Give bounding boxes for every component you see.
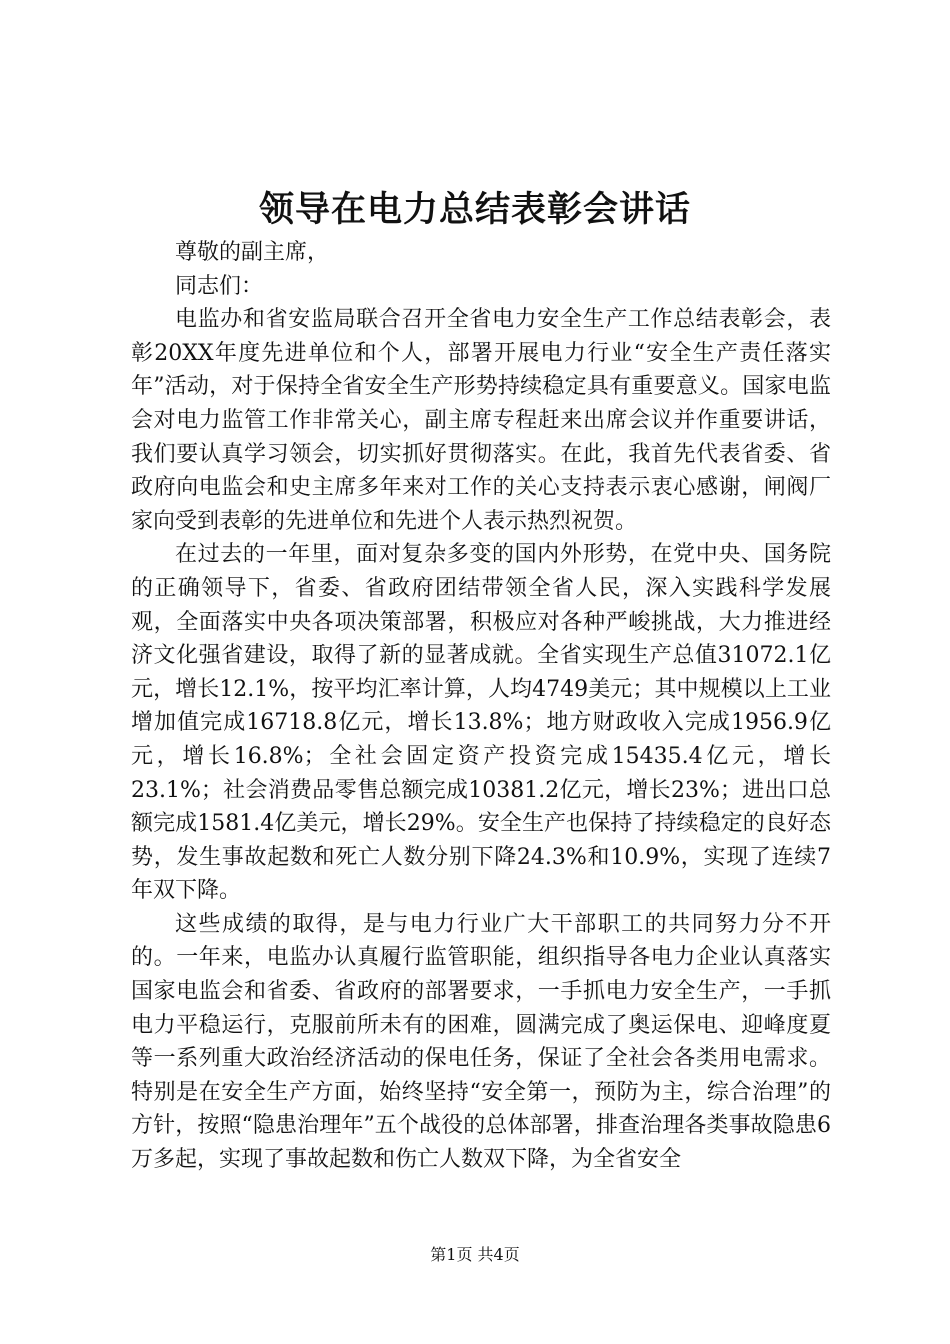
salutation-line: 尊敬的副主席， bbox=[175, 240, 330, 265]
body-paragraph: 这些成绩的取得，是与电力行业广大干部职工的共同努力分不开的。一年来，电监办认真履行监管职能，组织指导各电力企业认真落实国家电监会和省委、省政府的部署要求，一手抓电力安全生产，一手抓电力平稳运行，克服前所未有的困难，圆满完成了奥运保电、迎峰度夏等一系列重大政治经济活动的保电任务，保证了全社会各类用电需求。特别是在安全生产方面，始终坚持“安全第一，预防为主，综合治理”的方针，按照“隐患治理年”五个战役的总体部署，排查治理各类事故隐患6万多起，实现了事故起数和伤亡人数双下降，为全省安全 bbox=[131, 911, 831, 1173]
document-body bbox=[131, 236, 831, 1177]
page-footer: 第1页 共4页 bbox=[430, 1245, 520, 1264]
body-paragraph: 电监办和省安监局联合召开全省电力安全生产工作总结表彰会，表彰20XX年度先进单位和个人，部署开展电力行业“安全生产责任落实年”活动，对于保持全省安全生产形势持续稳定具有重要意义。国家电监会对电力监管工作非常关心，副主席专程赶来出席会议并作重要讲话，我们要认真学习领会，切实抓好贯彻落实。在此，我首先代表省委、省政府向电监会和史主席多年来对工作的关心支持表示衷心感谢，闸阀厂家向受到表彰的先进单位和先进个人表示热烈祝贺。 bbox=[131, 307, 831, 534]
salutation-line: 同志们： bbox=[175, 273, 264, 299]
document-title: 领导在电力总结表彰会讲话 bbox=[258, 189, 691, 230]
body-paragraph: 在过去的一年里，面对复杂多变的国内外形势，在党中央、国务院的正确领导下，省委、省政府团结带领全省人民，深入实践科学发展观，全面落实中央各项决策部署，积极应对各种严峻挑战，大力推进经济文化强省建设，取得了新的显著成就。全省实现生产总值31072.1亿元，增长12.1%，按平均汇率计算，人均4749美元；其中规模以上工业增加值完成16718.8亿元，增长13.8%；地方财政收入完成1956.9亿元，增长16.8%；全社会固定资产投资完成15435.4亿元，增长23.1%；社会消费品零售总额完成10381.2亿元，增长23%；进出口总额完成1581.4亿美元，增长29%。安全生产也保持了持续稳定的良好态势，发生事故起数和死亡人数分别下降24.3%和10.9%，实现了连续7年双下降。 bbox=[131, 542, 831, 904]
